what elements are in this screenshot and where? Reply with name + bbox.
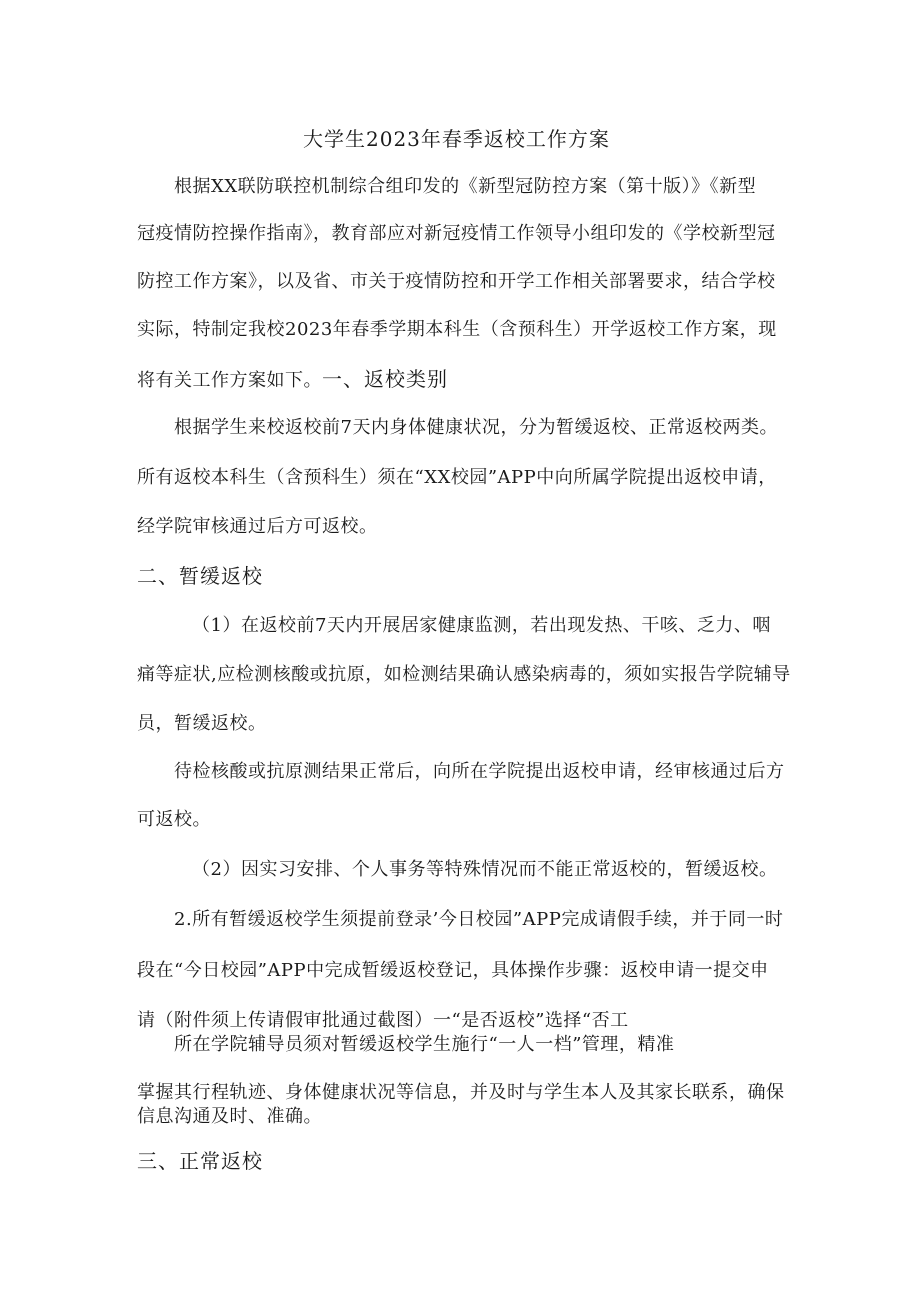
section2-point2-line-2: 段在“今日校园”APP中完成暂缓返校登记，具体操作步骤：返校申请一提交申 <box>137 960 769 981</box>
section2-counselor-line-2: 掌握其行程轨迹、身体健康状况等信息，并及时与学生本人及其家长联系，确保 <box>137 1082 785 1103</box>
intro-line-5-text: 将有关工作方案如下。 <box>137 370 322 391</box>
section2-counselor-line-3: 信息沟通及时、准确。 <box>137 1106 322 1127</box>
section2-item1-line-1: （1）在返校前7天内开展居家健康监测，若出现发热、干咳、乏力、咽 <box>192 615 771 636</box>
section2-counselor-line-1: 所在学院辅导员须对暂缓返校学生施行“一人一档”管理，精准 <box>174 1034 675 1055</box>
section2-point2-line-3: 请（附件须上传请假审批通过截图）一“是否返校”选择“否工 <box>137 1010 629 1031</box>
section2-point2-line-1: 2.所有暂缓返校学生须提前登录’今日校园”APP完成请假手续，并于同一时 <box>174 909 784 930</box>
intro-line-4: 实际，特制定我校2023年春季学期本科生（含预科生）开学返校工作方案，现 <box>137 319 777 340</box>
intro-line-1: 根据XX联防联控机制综合组印发的《新型冠防控方案（第十版）》《新型 <box>174 176 757 197</box>
section2-heading: 二、暂缓返校 <box>137 564 263 588</box>
intro-line-3: 防控工作方案》，以及省、市关于疫情防控和开学工作相关部署要求，结合学校 <box>137 271 776 292</box>
section2-item1b-line-2: 可返校。 <box>137 809 211 830</box>
document-title: 大学生2023年春季返校工作方案 <box>303 127 610 151</box>
intro-line-2: 冠疫情防控操作指南》，教育部应对新冠疫情工作领导小组印发的《学校新型冠 <box>137 223 776 244</box>
section1-line-2: 所有返校本科生（含预科生）须在“XX校园”APP中向所属学院提出返校申请， <box>137 467 777 488</box>
section3-heading: 三、正常返校 <box>137 1149 263 1173</box>
section2-item2: （2）因实习安排、个人事务等特殊情况而不能正常返校的，暂缓返校。 <box>192 859 778 880</box>
section2-item1-line-3: 员，暂缓返校。 <box>137 713 267 734</box>
section1-heading: 一、返校类别 <box>322 367 448 391</box>
section1-line-3: 经学院审核通过后方可返校。 <box>137 516 378 537</box>
section2-item1b-line-1: 待检核酸或抗原测结果正常后，向所在学院提出返校申请，经审核通过后方 <box>174 761 785 782</box>
section1-line-1: 根据学生来校返校前7天内身体健康状况，分为暂缓返校、正常返校两类。 <box>174 417 778 438</box>
intro-line-5 <box>137 363 448 392</box>
section2-item1-line-2: 痛等症状,应检测核酸或抗原，如检测结果确认感染病毒的，须如实报告学院辅导 <box>137 664 791 685</box>
